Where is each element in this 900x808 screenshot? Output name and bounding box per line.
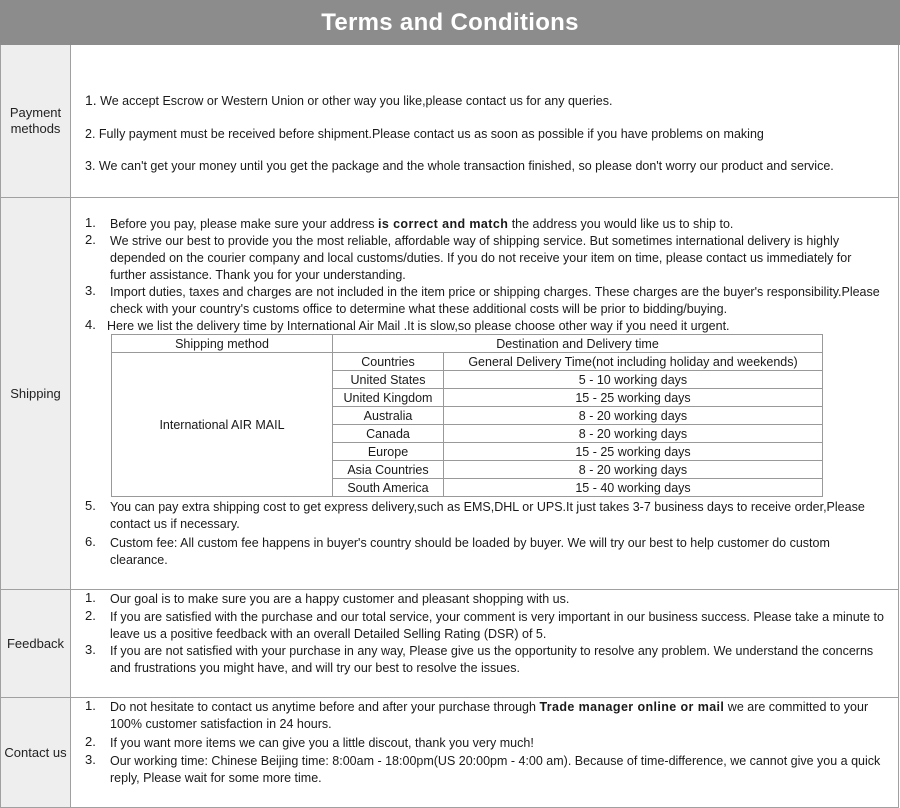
shipping-content [71, 198, 898, 589]
feedback-item-1: Our goal is to make sure you are a happy customer and pleasant shopping with us. [110, 592, 570, 606]
payment-item-1 [85, 92, 888, 110]
time-cell: 8 - 20 working days [444, 407, 823, 425]
item-text-bold: is correct and match [377, 217, 509, 231]
country-cell: Canada [333, 425, 444, 443]
contact-item-3: Our working time: Chinese Beijing time: 8:00am - 18:00pm(US 20:00pm - 4:00 am). Because of time-difference, we cannot give you a quick reply, Please wait for some more time. [110, 754, 881, 785]
item-number: 2. [85, 127, 96, 141]
delivery-time-table [111, 334, 823, 497]
shipping-item-1 [110, 216, 888, 233]
item-text: Do not hesitate to contact us anytime before and after your purchase through [110, 700, 540, 714]
item-number: 2. [85, 232, 96, 247]
time-cell: 5 - 10 working days [444, 371, 823, 389]
feedback-label: Feedback [1, 590, 71, 697]
contact-item-1 [110, 699, 888, 733]
feedback-item-2: If you are satisfied with the purchase and our total service, your comment is very important in our business success. Please take a minute to leave us a positive feedback with an overall Detailed Selling Rating (DSR) of 5. [110, 610, 884, 641]
payment-label-line2: methods [10, 121, 61, 136]
item-number: 6. [85, 534, 96, 549]
table-header: Destination and Delivery time [333, 335, 823, 353]
contact-section [0, 698, 899, 808]
shipping-section [0, 198, 899, 590]
payment-content [71, 45, 898, 197]
feedback-section [0, 590, 899, 698]
country-cell: United Kingdom [333, 389, 444, 407]
item-text: Before you pay, please make sure your address [110, 217, 378, 231]
country-cell: Europe [333, 443, 444, 461]
shipping-label: Shipping [1, 198, 71, 589]
table-subheader: Countries [333, 353, 444, 371]
item-text: We can't get your money until you get the package and the whole transaction finished, so please don't worry our product and service. [98, 159, 834, 173]
item-number: 1. [85, 215, 96, 230]
item-text: we are committed to your 100% customer satisfaction in 24 hours. [110, 700, 869, 731]
shipping-item-6: Custom fee: All custom fee happens in buyer's country should be loaded by buyer. We will try our best to help customer do custom clearance. [110, 536, 830, 567]
payment-label-line1: Payment [9, 105, 62, 120]
item-number: 1. [85, 92, 97, 108]
item-number: 3. [85, 752, 96, 767]
table-subheader: General Delivery Time(not including holiday and weekends) [444, 353, 823, 371]
item-number: 3. [85, 283, 96, 298]
item-number: 1. [85, 590, 96, 605]
country-cell: Australia [333, 407, 444, 425]
item-number: 1. [85, 698, 96, 713]
contact-label: Contact us [1, 698, 71, 807]
contact-content [71, 698, 898, 807]
country-cell: South America [333, 479, 444, 497]
item-text: We accept Escrow or Western Union or other way you like,please contact us for any queries. [100, 94, 613, 108]
contact-item-2: If you want more items we can give you a little discout, thank you very much! [110, 736, 534, 750]
time-cell: 8 - 20 working days [444, 425, 823, 443]
time-cell: 8 - 20 working days [444, 461, 823, 479]
shipping-item-4: Here we list the delivery time by International Air Mail .It is slow,so please choose other way if you need it urgent. [107, 319, 730, 333]
item-number: 2. [85, 734, 96, 749]
payment-item-2 [85, 126, 888, 143]
payment-item-3 [85, 158, 888, 175]
shipping-item-5: You can pay extra shipping cost to get express delivery,such as EMS,DHL or UPS.It just takes 3-7 business days to receive order,Please contact us if necessary. [110, 500, 865, 531]
page-title: Terms and Conditions [0, 0, 900, 45]
item-text: Fully payment must be received before shipment.Please contact us as soon as possible if you have problems on making [98, 127, 764, 141]
country-cell: United States [333, 371, 444, 389]
item-number: 3. [85, 642, 96, 657]
item-number: 4. [85, 317, 96, 332]
country-cell: Asia Countries [333, 461, 444, 479]
shipping-method-cell: International AIR MAIL [112, 353, 333, 497]
time-cell: 15 - 25 working days [444, 389, 823, 407]
item-text: the address you would like us to ship to. [508, 217, 734, 231]
time-cell: 15 - 25 working days [444, 443, 823, 461]
shipping-item-2: We strive our best to provide you the most reliable, affordable way of shipping service. But sometimes international delivery is highly depended on the courier company and local customs/duties. If you do not receive your item on time, please contact us immediately for further assistance. Thank you for your understanding. [110, 234, 852, 282]
feedback-item-3: If you are not satisfied with your purchase in any way, Please give us the opportunity to resolve any problem. We understand the concerns and frustrations you might have, and will try our best to resolve the issues. [110, 644, 874, 675]
shipping-item-3: Import duties, taxes and charges are not included in the item price or shipping charges. These charges are the buyer's responsibility.Please check with your country's customs office to determine what these additional costs will be prior to bidding/buying. [110, 285, 880, 316]
item-text-bold: Trade manager online or mail [539, 700, 725, 714]
time-cell: 15 - 40 working days [444, 479, 823, 497]
feedback-content [71, 590, 898, 697]
item-number: 5. [85, 498, 96, 513]
table-header: Shipping method [112, 335, 333, 353]
payment-section [0, 45, 899, 198]
payment-label [1, 45, 71, 197]
item-number: 2. [85, 608, 96, 623]
item-number: 3. [85, 159, 96, 173]
